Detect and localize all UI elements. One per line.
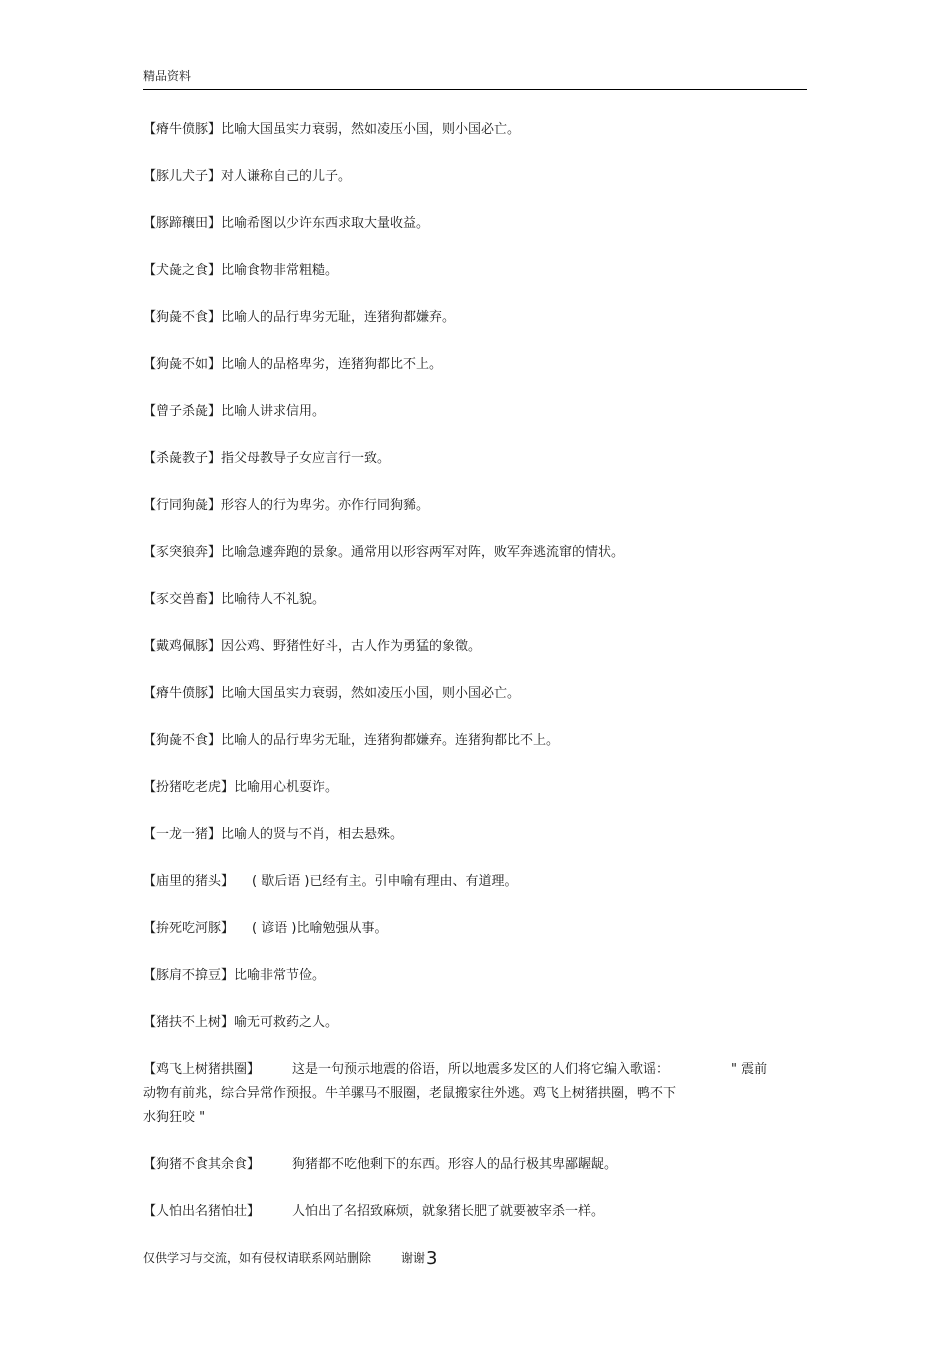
idiom-entry [143,823,807,846]
idiom-definition: 比喻非常节俭。 [234,968,326,983]
idiom-term: 【狗彘不食】 [143,733,222,748]
idiom-definition: 比喻人讲求信用。 [221,404,326,419]
idiom-definition: 指父母教导子女应言行一致。 [221,451,391,466]
idiom-entry [143,917,807,940]
idiom-entry [143,306,807,329]
idiom-definition-line: 动物有前兆，综合异常作预报。牛羊骡马不服圈，老鼠搬家往外逃。鸡飞上树猪拱圈，鸭不下 [143,1086,677,1101]
idiom-entry-long [143,1058,807,1130]
idiom-definition-line: 水狗狂咬 " [143,1110,206,1125]
idiom-term: 【豕突狼奔】 [143,545,222,560]
idiom-entry [143,165,807,188]
idiom-definition: 对人谦称自己的儿子。 [221,169,352,184]
idiom-list [143,118,807,1247]
idiom-entry [143,588,807,611]
idiom-term: 【鸡飞上树猪拱圈】 [143,1062,261,1077]
idiom-entry [143,1153,807,1176]
idiom-entry [143,447,807,470]
idiom-definition: 比喻希图以少许东西求取大量收益。 [221,216,430,231]
idiom-entry [143,870,807,893]
idiom-term: 【杀彘教子】 [143,451,222,466]
idiom-term: 【豕交兽畜】 [143,592,222,607]
idiom-entry [143,259,807,282]
idiom-definition: 比喻人的品格卑劣，连猪狗都比不上。 [221,357,443,372]
idiom-term: 【豚肩不揜豆】 [143,968,235,983]
idiom-term: 【行同狗彘】 [143,498,222,513]
idiom-definition: 比喻人的品行卑劣无耻，连猪狗都嫌弃。连猪狗都比不上。 [221,733,560,748]
idiom-term: 【犬彘之食】 [143,263,222,278]
idiom-entry [143,1200,807,1223]
idiom-entry [143,964,807,987]
page-number: 3 [426,1248,438,1269]
idiom-term: 【狗彘不如】 [143,357,222,372]
idiom-definition: 这是一句预示地震的俗语，所以地震多发区的人们将它编入歌谣： [292,1062,670,1077]
idiom-entry [143,776,807,799]
page-footer [143,1248,807,1269]
idiom-entry [143,118,807,141]
idiom-entry [143,400,807,423]
idiom-entry [143,541,807,564]
idiom-term: 【戴鸡佩豚】 [143,639,222,654]
page-header: 精品资料 [143,67,807,90]
idiom-term: 【猪扶不上树】 [143,1015,235,1030]
idiom-definition: 已经有主。引申喻有理由、有道理。 [309,874,518,889]
footer-thanks: 谢谢 [401,1251,426,1265]
idiom-term: 【拚死吃河豚】 [143,921,235,936]
idiom-definition: 喻无可救药之人。 [234,1015,339,1030]
idiom-definition: 比喻待人不礼貌。 [221,592,326,607]
idiom-term: 【狗彘不食】 [143,310,222,325]
idiom-definition: 因公鸡、野猪性好斗，古人作为勇猛的象徵。 [221,639,482,654]
idiom-entry [143,682,807,705]
idiom-definition: 比喻大国虽实力衰弱，然如凌压小国，则小国必亡。 [221,686,521,701]
idiom-term: 【豚儿犬子】 [143,169,222,184]
idiom-term: 【瘠牛偾豚】 [143,122,222,137]
idiom-note: ( 歇后语 ) [252,874,310,889]
idiom-definition: 人怕出了名招致麻烦，就象猪长肥了就要被宰杀一样。 [292,1204,605,1219]
idiom-quote-open: " 震前 [731,1062,768,1077]
idiom-entry [143,1011,807,1034]
idiom-term: 【瘠牛偾豚】 [143,686,222,701]
footer-notice: 仅供学习与交流，如有侵权请联系网站删除 [143,1251,372,1265]
idiom-definition: 比喻人的贤与不肖，相去悬殊。 [221,827,404,842]
idiom-definition: 比喻食物非常粗糙。 [221,263,339,278]
idiom-term: 【曾子杀彘】 [143,404,222,419]
idiom-term: 【豚蹄穰田】 [143,216,222,231]
idiom-term: 【一龙一猪】 [143,827,222,842]
idiom-entry [143,212,807,235]
idiom-definition: 比喻急遽奔跑的景象。通常用以形容两军对阵，败军奔逃流窜的情状。 [221,545,625,560]
idiom-term: 【狗猪不食其余食】 [143,1157,261,1172]
idiom-definition: 比喻用心机耍诈。 [234,780,339,795]
idiom-definition: 比喻勉强从事。 [296,921,388,936]
idiom-definition: 狗猪都不吃他剩下的东西。形容人的品行极其卑鄙龌龊。 [292,1157,618,1172]
idiom-term: 【扮猪吃老虎】 [143,780,235,795]
idiom-definition: 形容人的行为卑劣。亦作行同狗豨。 [221,498,430,513]
idiom-entry [143,353,807,376]
idiom-entry [143,635,807,658]
idiom-note: ( 谚语 ) [252,921,297,936]
idiom-definition: 比喻人的品行卑劣无耻，连猪狗都嫌弃。 [221,310,456,325]
idiom-entry [143,494,807,517]
idiom-definition: 比喻大国虽实力衰弱，然如凌压小国，则小国必亡。 [221,122,521,137]
idiom-entry [143,729,807,752]
idiom-term: 【庙里的猪头】 [143,874,235,889]
idiom-term: 【人怕出名猪怕壮】 [143,1204,261,1219]
